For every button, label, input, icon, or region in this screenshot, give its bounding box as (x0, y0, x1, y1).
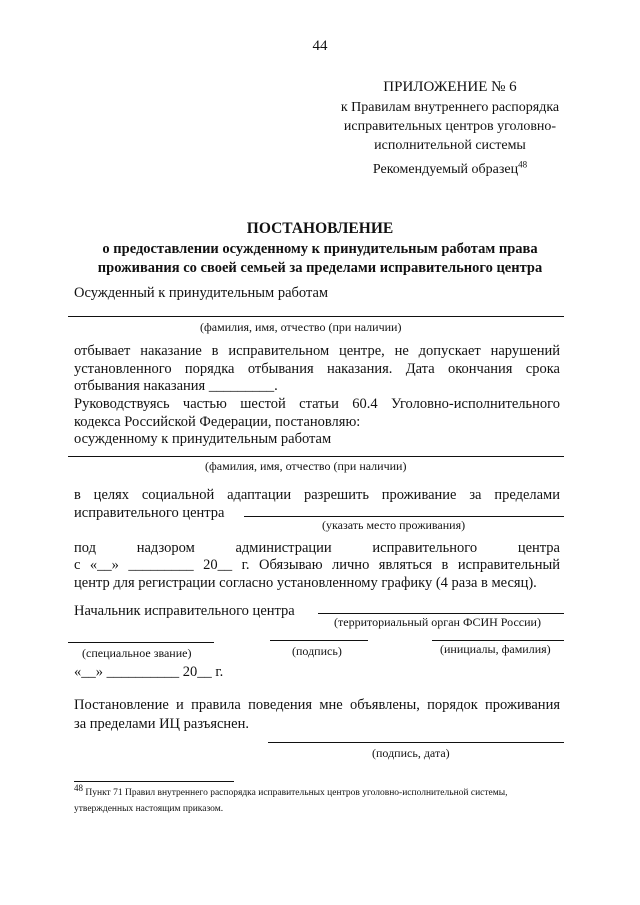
fio-caption: (фамилия, имя, отчество (при наличии) (200, 320, 402, 334)
initials-line (432, 640, 564, 641)
fio-line (68, 316, 564, 317)
paragraph-6-line-2: за пределами ИЦ разъяснен. (74, 716, 250, 732)
sign-caption: (подпись) (292, 644, 342, 658)
paragraph-4-line-2: исправительного центра (74, 505, 225, 521)
fio-caption-2: (фамилия, имя, отчество (при наличии) (205, 459, 407, 473)
chief-label: Начальник исправительного центра (74, 603, 295, 619)
rank-caption: (специальное звание) (82, 646, 192, 660)
initials-caption: (инициалы, фамилия) (440, 642, 551, 656)
footnote-line-2: утвержденных настоящим приказом. (74, 804, 224, 814)
footnote-line-1: $^{48}$ Пункт 71 Правил внутреннего распорядка исправительных центров уголовно-исполнительной системы, (74, 782, 508, 798)
appendix-title: ПРИЛОЖЕНИЕ № 6 (383, 79, 517, 95)
sign-date-line (268, 742, 564, 743)
appendix-line-1: к Правилам внутреннего распорядка (340, 100, 560, 115)
paragraph-6-line-1: Постановление и правила поведения мне объявлены, порядок проживания (74, 697, 560, 713)
document-subtitle-2: проживания со своей семьей за пределами исправительного центра (97, 260, 543, 276)
page-number: 44 (312, 38, 328, 54)
paragraph-3-line-2: кодекса Российской Федерации, постановляю: (74, 414, 361, 430)
appendix-line-3: исполнительной системы (374, 138, 526, 153)
paragraph-3-line-1: Руководствуясь частью шестой статьи 60.4 Уголовно-исполнительного (74, 396, 560, 412)
document-title: ПОСТАНОВЛЕНИЕ (246, 220, 394, 237)
paragraph-5-line-3: центр для регистрации согласно установленному графику (4 раза в месяц). (74, 575, 537, 591)
date-line: «__» __________ 20__ г. (74, 664, 224, 680)
footnote-number: 48 (74, 782, 83, 793)
org-line (318, 613, 564, 614)
rank-line (68, 642, 214, 643)
place-line (244, 516, 564, 517)
paragraph-5-line-2: с «__» _________ 20__ г. Обязываю лично являться в исправительный (74, 557, 560, 573)
paragraph-2-line-3: отбывания наказания _________. (74, 378, 278, 394)
recommended-sample: Рекомендуемый образец$^{48}$ (372, 159, 528, 177)
sign-line (270, 640, 368, 641)
document-subtitle-1: о предоставлении осужденному к принудительным работам права (102, 241, 538, 257)
convict-label: Осужденный к принудительным работам (74, 285, 329, 301)
org-caption: (территориальный орган ФСИН России) (334, 615, 541, 629)
place-caption: (указать место проживания) (322, 518, 466, 532)
footnote-ref: 48 (518, 159, 528, 170)
paragraph-4-line-1: в целях социальной адаптации разрешить проживание за пределами (74, 487, 560, 503)
paragraph-3-line-3: осужденному к принудительным работам (74, 431, 332, 447)
paragraph-5-line-1: под надзором администрации исправительного центра (74, 540, 560, 556)
appendix-line-2: исправительных центров уголовно- (343, 119, 557, 134)
paragraph-2-line-2: установленного порядка отбывания наказания. Дата окончания срока (74, 361, 560, 377)
fio-line-2 (68, 456, 564, 457)
paragraph-2-line-1: отбывает наказание в исправительном центре, не допускает нарушений (74, 343, 560, 359)
footnote-separator (74, 781, 234, 782)
sign-date-caption: (подпись, дата) (372, 746, 450, 760)
